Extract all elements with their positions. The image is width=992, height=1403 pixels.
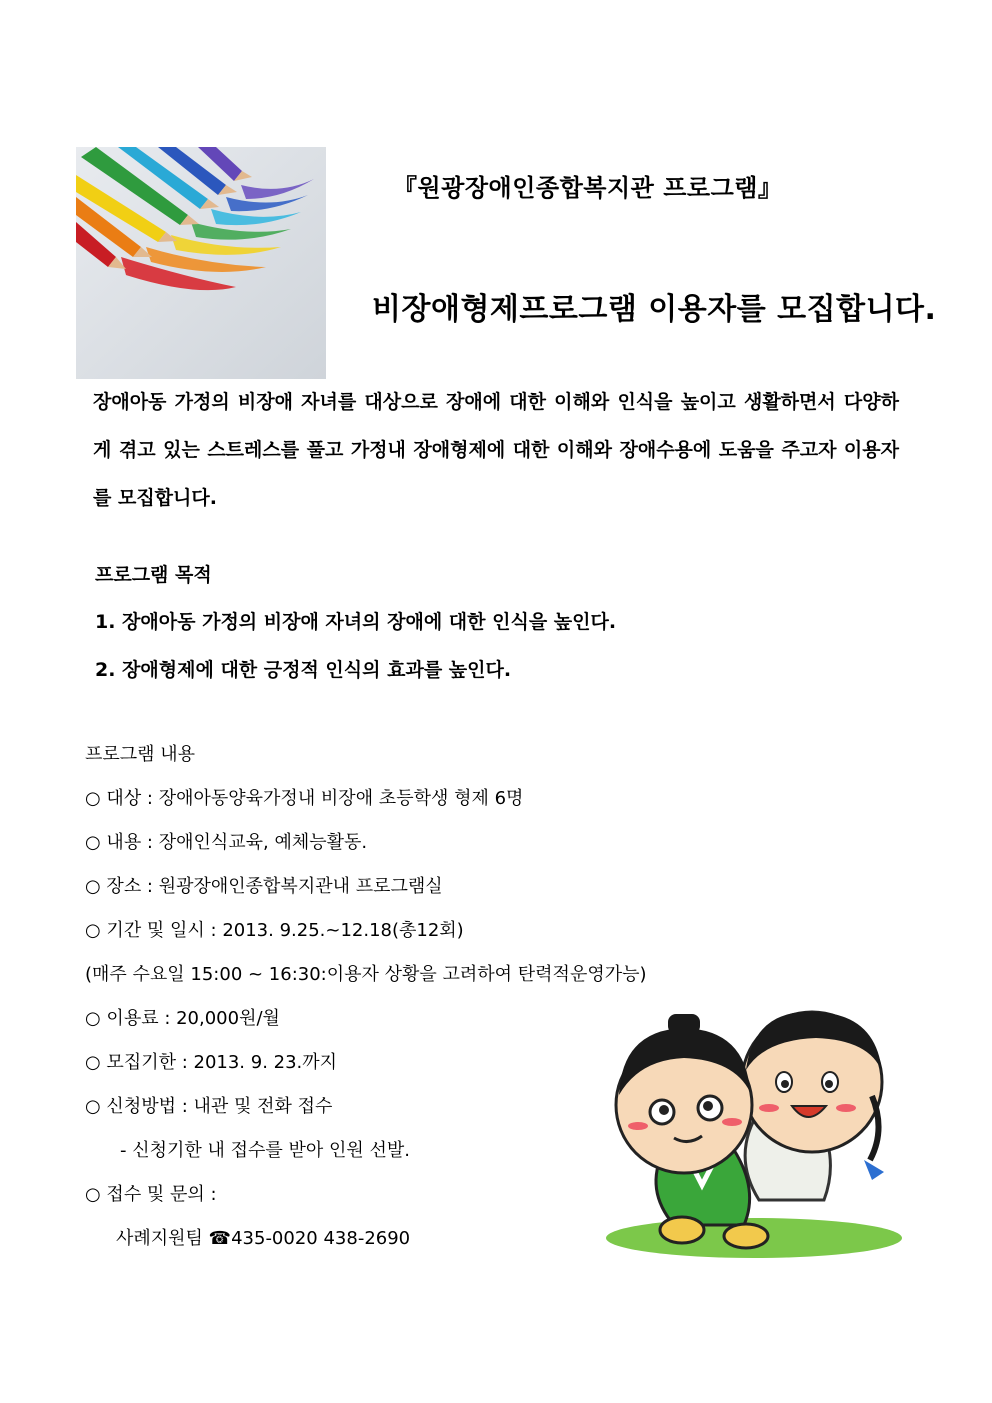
program-subtitle: 『원광장애인종합복지관 프로그램』 bbox=[393, 174, 783, 202]
period-row: ○ 기간 및 일시 : 2013. 9.25.~12.18(총12회) bbox=[85, 920, 464, 941]
apply-row: ○ 신청방법 : 내관 및 전화 접수 bbox=[85, 1096, 333, 1117]
purpose-heading: 프로그램 목적 bbox=[95, 564, 212, 586]
contact-row: ○ 접수 및 문의 : bbox=[85, 1184, 217, 1205]
apply-note: - 신청기한 내 접수를 받아 인원 선발. bbox=[120, 1140, 410, 1161]
target-row: ○ 대상 : 장애아동양육가정내 비장애 초등학생 형제 6명 bbox=[85, 788, 524, 809]
cartoon-children-illustration bbox=[584, 1000, 904, 1265]
period-note: (매주 수요일 15:00 ~ 16:30:이용자 상황을 고려하여 탄력적운영가능) bbox=[85, 964, 647, 985]
purpose-item-1: 1. 장애아동 가정의 비장애 자녀의 장애에 대한 인식을 높인다. bbox=[95, 611, 617, 633]
page-title: 비장애형제프로그램 이용자를 모집합니다. bbox=[372, 292, 937, 327]
content-heading: 프로그램 내용 bbox=[85, 744, 196, 765]
purpose-item-2: 2. 장애형제에 대한 긍정적 인식의 효과를 높인다. bbox=[95, 659, 512, 681]
contact-detail: 사례지원팀 ☎435-0020 438-2690 bbox=[116, 1228, 411, 1249]
colored-pencils-image bbox=[76, 147, 326, 379]
intro-paragraph: 장애아동 가정의 비장애 자녀를 대상으로 장애에 대한 이해와 인식을 높이고 생활하면서 다양하게 겪고 있는 스트레스를 풀고 가정내 장애형제에 대한 이해와 장애수용에 도움을 주고자 이용자를 모집합니다. bbox=[93, 391, 899, 509]
deadline-row: ○ 모집기한 : 2013. 9. 23.까지 bbox=[85, 1052, 338, 1073]
fee-row: ○ 이용료 : 20,000원/월 bbox=[85, 1008, 280, 1029]
place-row: ○ 장소 : 원광장애인종합복지관내 프로그램실 bbox=[85, 876, 443, 897]
details-row: ○ 내용 : 장애인식교육, 예체능활동. bbox=[85, 832, 368, 853]
